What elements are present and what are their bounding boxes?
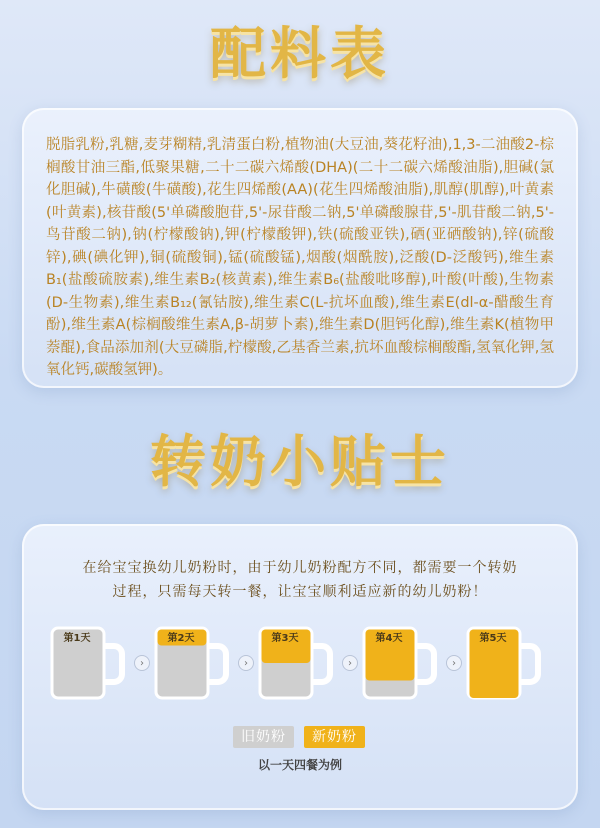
cup-day-2: [154, 624, 234, 704]
legend-new-powder: 新奶粉: [304, 726, 365, 748]
chevron-right-icon: ›: [446, 655, 462, 671]
legend-old-powder: 旧奶粉: [233, 726, 294, 748]
cup-day-3: [258, 624, 338, 704]
cup-day-label: 第1天: [63, 633, 91, 644]
meal-note: 以一天四餐为例: [257, 758, 342, 772]
chevron-right-icon: ›: [342, 655, 358, 671]
cup-day-label: 第2天: [167, 633, 195, 644]
tips-title: 转奶小贴士: [150, 430, 450, 495]
tips-description: [22, 556, 578, 604]
cup-day-label: 第4天: [375, 633, 403, 644]
cup-day-label: 第5天: [479, 633, 507, 644]
cup-handle: [520, 646, 538, 682]
cup-sequence: [22, 624, 578, 704]
cup-handle: [208, 646, 226, 682]
cup-handle: [104, 646, 122, 682]
ingredients-title: 配料表: [210, 22, 390, 87]
cup-day-label: 第3天: [271, 633, 299, 644]
cup-day-5: [466, 624, 546, 704]
ingredients-text: 脱脂乳粉,乳糖,麦芽糊精,乳清蛋白粉,植物油(大豆油,葵花籽油),1,3-二油酸2-棕榈酸甘油三酯,低聚果糖,二十二碳六烯酸(DHA)(二十二碳六烯酸油脂),胆碱(氯化胆碱),牛磺酸(牛磺酸),花生四烯酸(AA)(花生四烯酸油脂),肌醇(肌醇),叶黄素(叶黄素),核苷酸(5'单磷酸胞苷,5'-尿苷酸二钠,5'单磷酸腺苷,5'-肌苷酸二钠,5'-鸟苷酸二钠),钠(柠檬酸钠),钾(柠檬酸钾),铁(硫酸亚铁),硒(亚硒酸钠),锌(硫酸锌),碘(碘化钾),铜(硫酸铜),锰(硫酸锰),烟酸(烟酰胺),泛酸(D-泛酸钙),维生素B₁(盐酸硫胺素),维生素B₂(核黄素),维生素B₆(盐酸吡哆醇),叶酸(叶酸),生物素(D-生物素),维生素B₁₂(氰钴胺),维生素C(L-抗坏血酸),维生素E(dl-α-醋酸生育酚),维生素A(棕榈酸维生素A,β-胡萝卜素),维生素D(胆钙化醇),维生素K(植物甲萘醌),食品添加剂(大豆磷脂,柠檬酸,乙基香兰素,抗坏血酸棕榈酸酯,氢氧化钾,氢氧化钙,碳酸氢钾)。: [46, 137, 554, 378]
cup-handle: [416, 646, 434, 682]
cup-day-1: [50, 624, 130, 704]
tips-line-1: 在给宝宝换幼儿奶粉时，由于幼儿奶粉配方不同，都需要一个转奶: [82, 560, 518, 576]
cup-day-4: [362, 624, 442, 704]
tips-card: [22, 524, 578, 810]
chevron-right-icon: ›: [238, 655, 254, 671]
tips-line-2: 过程，只需每天转一餐，让宝宝顺利适应新的幼儿奶粉！: [112, 584, 488, 600]
chevron-right-icon: ›: [134, 655, 150, 671]
legend: [22, 726, 578, 750]
cup-handle: [312, 646, 330, 682]
ingredients-card: [22, 108, 578, 388]
